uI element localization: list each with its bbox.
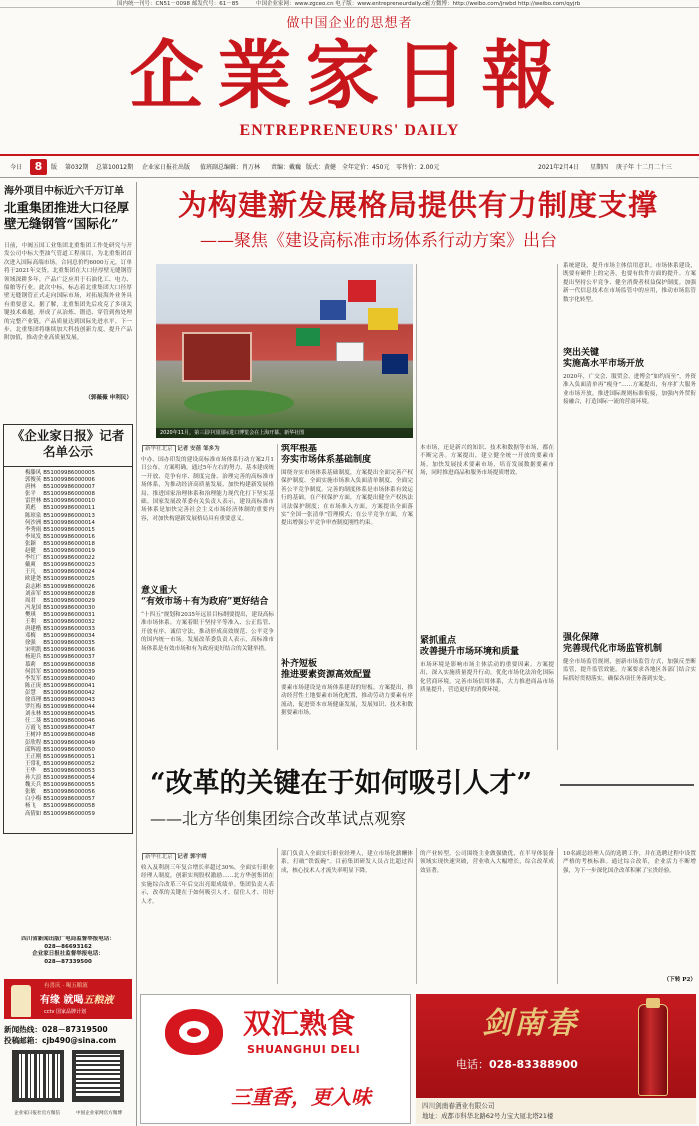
jiannanchun-company: 四川剑南春酒业有限公司 [422,1102,495,1110]
staff-name: 李红广 [25,555,42,562]
staff-id: B51009986000007 [43,484,95,491]
photo-flag-5 [336,342,364,362]
lead-byline [142,444,282,452]
second-headline-rule [560,784,694,786]
lead-source-tag: 新华社北京 [142,445,176,452]
lead-section-d-title: 改善提升市场环境和质量 [420,647,520,657]
staff-row [24,534,96,541]
staff-id: B51009986000018 [43,540,95,547]
staff-name: 陈琼泉 [25,512,42,519]
lead-col-divider-2 [416,264,417,750]
lead-col-3b-text: 市场环境是影响市场主体活动的重要因素。方案提出，深入实施质量提升行动，优化市场化法治化国际化营商环境，完善市场信用体系，大力推进商品市场质量提升，营造更好的消费环境。 [420,662,554,694]
staff-name: 李发军 [25,675,42,682]
staff-name: 郭俊英 [25,477,42,484]
staff-row [24,527,96,534]
staff-row [24,732,96,739]
hotline-mail-label: 投稿邮箱： [4,1036,42,1045]
jiannanchun-brand: 剑南春 [482,1006,578,1041]
staff-footer-phone-1: 028—86693162 [44,943,92,950]
second-col-4: 10名副总经理人员的选聘工作，并在选聘过程中设置严格的考核标准。通过综合改革，企业活力不断增强，为下一步深化国企改革积累了宝贵经验。 [563,851,696,874]
lead-col-3-top [420,262,554,438]
hotline-tel-label: 新闻热线： [4,1025,42,1034]
qr-caption-wechat: 企业家日报社官方微信 [14,1111,60,1116]
jiannanchun-footer [416,1098,696,1124]
left-column-divider [136,182,137,1126]
staff-id: B51009986000055 [43,782,95,789]
lead-col-2 [281,444,413,750]
staff-row [24,584,96,591]
photo-flag-6 [382,354,408,374]
shuanghui-english: SHUANGHUI DELI [247,1043,361,1056]
staff-id: B51009986000031 [43,611,95,618]
staff-name: 冯龙国 [25,604,42,611]
lead-col-3-text: 本市场，还是新兴的知识、技术和数据等市场，都在不断完善。方案提出，建立健全统一开放的要素市场，加快发展技术要素市场，培育发展数据要素市场，同时推进商品和服务市场提质增效。 [420,445,554,477]
staff-name: 刘永林 [25,711,42,718]
lead-section-b-kicker: 筑牢根基 [281,444,318,454]
staff-name: 邱辉霞 [25,746,42,753]
staff-name: 张敏 [25,789,36,796]
staff-row [24,541,96,548]
shuanghui-logo-nose [187,1028,201,1037]
staff-id: B51009986000042 [43,689,95,696]
staff-name: 张平 [25,491,36,498]
lead-col-divider-3 [557,264,558,750]
top-strip [0,0,699,8]
staff-name: 何洪军 [25,668,42,675]
staff-row [24,591,96,598]
info-chief-editor: 值班副总编辑：肖万林 [200,164,261,171]
staff-id: B51009986000026 [43,583,95,590]
qr-code-wechat [12,1050,64,1102]
info-page-unit: 版 [51,164,58,171]
info-subscription: 全年定价：450元 [342,164,390,171]
staff-id: B51009986000037 [43,654,95,661]
staff-name: 徐强 [25,640,36,647]
lead-col-4c-text: 健全市场监管规则，创新市场监管方式，加强反垄断监管，提升监管效能。方案要求各地区各部门结合实际抓好贯彻落实，确保各项任务落到实处。 [563,659,696,682]
staff-row [24,598,96,605]
staff-id: B51009986000008 [43,491,95,498]
second-continued: （下转 P2） [663,977,696,983]
staff-id: B51009986000046 [43,718,95,725]
staff-id: B51009986000040 [43,675,95,682]
staff-id: B51009986000038 [43,661,95,668]
staff-name: 何沙洲 [25,519,42,526]
staff-name: 王凡 [25,569,36,576]
staff-name: 王华 [25,767,36,774]
staff-name: 刘彦军 [25,590,42,597]
staff-name: 王树冲 [25,732,42,739]
lead-col-1-text: 中办、国办印发的建设高标准市场体系行动方案2月1日公布。方案明确，通过5年左右的努力，基本建成统一开放、竞争有序、制度完备、治理完善的高标准市场体系，为推动经济高质量发展、加快构建新发展格局、推进国家治理体系和治理能力现代化打下坚实基础。国家发展改革委有关负责人表示，建设高标准市场体系是加快完善社会主义市场经济体制的重要内容，对加快构建新发展格局具有重要意义。 [141,457,274,522]
jiannanchun-tel-label: 电话： [456,1058,489,1071]
staff-id: B51009986000034 [43,633,95,640]
staff-id: B51009986000016 [43,533,95,540]
second-col-divider-3 [557,848,558,984]
staff-name: 杨迎兵 [25,654,42,661]
staff-id: B51009986000057 [43,796,95,803]
staff-id: B51009986000039 [43,668,95,675]
photo-flowerbed [184,390,294,416]
staff-id: B51009986000010 [43,498,95,505]
staff-name: 王正刚 [25,753,42,760]
lead-section-c-title: 推进要素资源高效配置 [281,670,372,680]
hotline-mail [4,1035,132,1046]
ad-shuanghui [140,994,411,1124]
lead-col-2-text: 围绕夯实市场体系基础制度，方案提出全面完善产权保护制度、全面实施市场准入负面清单制度、全面完善公平竞争制度。完善的制度体系是市场体系有效运行的基础。在产权保护方面，方案提出健全产权执法司法保护制度；在市场准入方面，方案提出全面落实“全国一张清单”管理模式；在公平竞争方面，方案提出增强公平竞争审查制度刚性约束。 [281,470,413,527]
staff-name: 孙大浪 [25,775,42,782]
staff-id: B51009986000056 [43,789,95,796]
staff-id: B51009986000041 [43,682,95,689]
staff-id: B51009986000015 [43,526,95,533]
second-source-tag: 新华社北京 [142,853,176,860]
staff-id: B51009986000011 [43,505,95,512]
staff-id: B51009986000029 [43,597,95,604]
staff-id: B51009986000030 [43,604,95,611]
staff-row [24,505,96,512]
ad-wuliangye [4,979,132,1019]
lead-section-c-kicker: 补齐短板 [281,659,318,669]
lead-col-divider-1 [277,444,278,750]
staff-row [24,754,96,761]
second-col-3: 的产业转型。公司围绕主业做强做优，在半导体装备领域实现快速突破，营业收入大幅增长，综合改革成效显著。 [420,851,554,874]
lead-photo [156,264,413,438]
info-duty-editor: 责编：戴巍 [271,164,302,171]
staff-id: B51009986000032 [43,618,95,625]
ad-wuliangye-brand: 五粮液 [83,995,114,1006]
ad-jiannanchun [416,994,696,1124]
info-pages-badge: 8 [30,159,47,175]
lead-col-3 [420,444,554,750]
staff-row [24,520,96,527]
staff-row [24,747,96,754]
staff-name: 陈正庚 [25,682,42,689]
ad-wuliangye-bottle [11,985,31,1017]
staff-footer-label-1: 四川省新闻出版广电局监督举报电话： [21,936,115,942]
left-story-author: （郭薇薇 申利民） [85,395,132,401]
masthead-tagline: 做中国企业的思想者 [286,16,413,31]
staff-id: B51009986000022 [43,555,95,562]
staff-id: B51009986000019 [43,548,95,555]
staff-id: B51009986000035 [43,640,95,647]
photo-caption: 2020年11月，第三届中国国际进口博览会在上海开幕。新华社图 [156,428,413,438]
second-col-divider-2 [416,848,417,984]
info-date: 2021年2月4日 [538,164,579,171]
lead-section-f-title: 完善现代化市场监管机制 [563,644,663,654]
info-issue: 第032期 [65,164,89,171]
staff-name: 李凤发 [25,533,42,540]
lead-col-4 [563,262,696,750]
staff-row [24,768,96,775]
info-retail: 零售价：2.00元 [396,164,440,171]
lead-authors: 记者 安蓓 邹多为 [177,446,220,452]
staff-name: 白小梅 [25,796,42,803]
hotline-mail-value: cjb490@sina.com [41,1036,117,1045]
staff-name: 李秀雨 [25,526,42,533]
staff-id: B51009986000059 [43,810,95,817]
photo-flag-4 [296,328,320,346]
info-bar [0,154,699,178]
staff-id: B51009986000058 [43,803,95,810]
staff-row [24,619,96,626]
staff-row [24,811,96,818]
staff-id: B51009986000043 [43,697,95,703]
second-headline: “改革的关键在于如何吸引人才” [150,768,533,799]
staff-id: B51009986000005 [43,470,95,476]
ad-wuliangye-main-text: 有缘 就喝 [40,995,84,1006]
photo-flag-3 [368,308,398,330]
staff-name: 张颖 [25,540,36,547]
lead-col-4b-text: 2020年，广交会、服贸会、进博会“如约而至”，外资准入负面清单再“瘦身”……方案提出，有序扩大服务业市场开放，推进国际规则标准衔接，加强内外贸衔接融合，打造国际一流的营商环境。 [563,374,696,406]
staff-id: B51009986000036 [43,647,95,654]
ad-wuliangye-sub: cctv 国家品牌计划 [44,1009,87,1015]
staff-name: 欧建尧 [25,576,42,583]
staff-name: 雷世林 [25,498,42,505]
staff-name: 樊琪 [25,611,36,618]
left-story-body: 日前，中阀五国工业集团北重集团工作处研究与开发公司中标大型油气管道工程项目，为北重集团首次进入国际高端市场。合同总价约6000万元，订单将于2021年交货。北重集团在大口径厚壁无缝钢管领域深耕多年，产品广泛应用于石油化工、电力、船舶等行业。此次中标，标志着北重集团大口径厚壁无缝钢管正式走向国际市场，对拓展海外业务具有重要意义。据了解，北重集团先后攻克了多项关键技术难题，形成了从冶炼、锻造、穿管到热处理的完整产业链，产品质量达到国际先进水平。下一步，北重集团将继续加大科技创新力度，提升产品附加值，推动企业高质量发展。 [4,243,132,342]
staff-footer-label-2: 企业家日报社监督举报电话： [32,951,104,958]
staff-list [3,424,133,834]
staff-row [24,761,96,768]
masthead-english: ENTREPRENEURS' DAILY [239,122,460,139]
info-today: 今日 [10,164,23,171]
photo-flag-1 [348,280,376,302]
lead-section-b-title: 夯实市场体系基础制度 [281,455,372,465]
staff-name: 杨飞 [25,803,36,810]
staff-id: B51009986000048 [43,732,95,739]
second-subhead: ——北方华创集团综合改革试点观察 [150,809,407,828]
staff-id: B51009986000028 [43,590,95,597]
ad-wuliangye-main [40,991,113,1006]
staff-name: 唐建楷 [25,626,42,633]
staff-id: B51009986000006 [43,477,95,484]
staff-row [24,803,96,810]
staff-name: 邓梅 [25,633,36,640]
info-publisher: 企业家日报社出版 [142,164,191,171]
lead-section-a-kicker: 意义重大 [141,586,178,596]
shuanghui-slogan: 三重香，更入味 [231,1085,371,1109]
hotline-tel [4,1024,132,1035]
lead-section-e-kicker: 突出关键 [563,348,600,358]
staff-row [24,669,96,676]
lead-subhead: ——聚焦《建设高标准市场体系行动方案》出台 [200,231,557,251]
masthead [0,8,699,156]
staff-row [24,576,96,583]
staff-name: 宋明凯 [25,647,42,654]
top-strip-mid: 中国企业家网：www.zgceo.cn 电子版：www.entrepreneurdaily.cn [256,1,429,7]
staff-name: 周君 [25,597,36,604]
shuanghui-name: 双汇熟食 [243,1007,356,1040]
staff-name: 王利 [25,618,36,625]
staff-row [24,513,96,520]
photo-building-arch [182,332,252,382]
staff-id: B51009986000014 [43,519,95,526]
staff-row [24,676,96,683]
staff-row [24,605,96,612]
staff-list-title: 《企业家日报》记者名单公示 [4,425,132,467]
left-story-kicker: 海外项目中标近六千万订单 [4,186,124,197]
staff-name: 万霞飞 [25,725,42,732]
staff-id: B51009986000024 [43,569,95,576]
jiannanchun-bottle [638,1004,668,1096]
lead-col-1b-text: “十四五”规划和2035年远景目标纲要提出，建设高标准市场体系。方案着眼于坚持平等准入、公正监管、开放有序、诚信守法，推动形成高效规范、公平竞争的国内统一市场。发展改革委负责人表示，高标准市场体系是有效市场和有为政府更好结合的关键举措。 [141,612,274,652]
staff-name: 慕莉 [25,661,36,668]
shuanghui-logo [165,1009,223,1055]
staff-name: 赵健 [25,548,36,555]
staff-name: 王常礼 [25,760,42,767]
staff-id: B51009986000047 [43,725,95,732]
top-strip-left: 国内统一刊号：CN51－0098 邮发代号：61－85 [117,1,239,7]
staff-id: B51009986000053 [43,767,95,774]
left-story-headline: 北重集团推进大口径厚壁无缝钢管“国际化” [4,200,130,231]
second-byline [142,852,282,860]
staff-row [24,654,96,661]
staff-name: 黄彪 [25,505,36,512]
left-story [4,185,132,420]
staff-name: 徐真理 [25,697,42,703]
staff-name: 高倩如 [25,810,42,817]
staff-table [24,470,96,818]
staff-name: 魏天兵 [25,782,42,789]
staff-name: 任二葵 [25,718,42,725]
staff-name: 彭欣程 [25,739,42,746]
staff-id: B51009986000025 [43,576,95,583]
masthead-title: 企業家日報 [129,33,570,119]
info-total: 总第10012期 [96,164,134,171]
lead-section-a-title: “有效市场＋有为政府”更好结合 [141,597,269,607]
info-layout: 版式：黄健 [306,164,337,171]
staff-row [24,683,96,690]
staff-row [24,612,96,619]
staff-name: 戴爽 [25,562,36,569]
lead-col-2b-text: 要素市场建设是市场体系建设的短板。方案提出，推动经营性土地要素市场化配置，推动劳动力要素有序流动，促进资本市场健康发展，发展知识、技术和数据要素市场。 [281,685,413,717]
qr-caption-weibo: 中国企业家网官方微博 [76,1111,122,1116]
lead-section-f-kicker: 强化保障 [563,633,600,643]
hotline [4,1024,132,1046]
jiannanchun-address: 地址：成都市科华北路62号力宝大厦北塔21楼 [422,1112,554,1120]
jiannanchun-bottle-cap [646,998,660,1008]
info-weekday: 星期四 [590,164,609,171]
jiannanchun-tel [456,1056,578,1072]
staff-id: B51009986000050 [43,746,95,753]
staff-name: 罗红梅 [25,704,42,711]
staff-name: 梅滕风 [25,470,42,476]
staff-footer-phone-2: 028—87339500 [44,958,92,965]
second-authors: 记者 郭宇靖 [177,854,207,860]
top-strip-right: 官方微博：http://weibo.com/jrwbd http://weibo.com/qyjrb [425,1,581,7]
second-col-1: 收入及利润三年复合增长率超过30%，全面实行职业经理人制度，创新实现股权激励……北方华创集团在实施综合改革三年后交出亮眼成绩单。集团负责人表示，改革的关键在于如何吸引人才、留住人才、用好人才。 [141,865,274,905]
staff-id: B51009986000033 [43,626,95,633]
staff-name: 袁志彬 [25,583,42,590]
photo-flag-2 [320,300,346,320]
info-lunar: 庚子年 十二月二十三 [616,164,672,171]
hotline-tel-value: 028－87319500 [41,1025,108,1034]
qr-code-weibo [72,1050,124,1102]
staff-id: B51009986000054 [43,775,95,782]
staff-id: B51009986000045 [43,711,95,718]
lead-section-d-kicker: 紧抓重点 [420,636,457,646]
lead-col-1 [141,456,274,751]
staff-row [24,690,96,697]
staff-id: B51009986000044 [43,704,95,711]
staff-id: B51009986000052 [43,760,95,767]
ad-wuliangye-top: 有喜庆 · 喝五粮液 [44,983,88,989]
lead-section-e-title: 实施高水平市场开放 [563,359,645,369]
staff-name: 彭慧 [25,689,36,696]
staff-id: B51009986000013 [43,512,95,519]
second-col-divider-1 [277,848,278,984]
staff-row [24,740,96,747]
staff-name: 唐林 [25,484,36,491]
jiannanchun-tel-value: 028-83388900 [489,1058,578,1071]
staff-id: B51009986000023 [43,562,95,569]
staff-id: B51009986000049 [43,739,95,746]
staff-id: B51009986000051 [43,753,95,760]
lead-headline: 为构建新发展格局提供有力制度支撑 [177,188,658,222]
second-col-2: 部门负责人全面实行职业经理人，建立市场化薪酬体系，打破“铁饭碗”。目前集团研发人员占比超过四成，核心技术人才流失率明显下降。 [281,851,413,874]
staff-footer [3,936,133,976]
lead-col-4-text: 系统建设，提升市场主体信用意识。市场体系建设，既要有硬件上的完善，也要有软件方面的提升。方案提出坚持公平竞争、健全消费者权益保护制度。加强新一代信息技术在市场监管中的应用，推动市场监管数字化转型。 [563,263,696,303]
staff-row [24,662,96,669]
